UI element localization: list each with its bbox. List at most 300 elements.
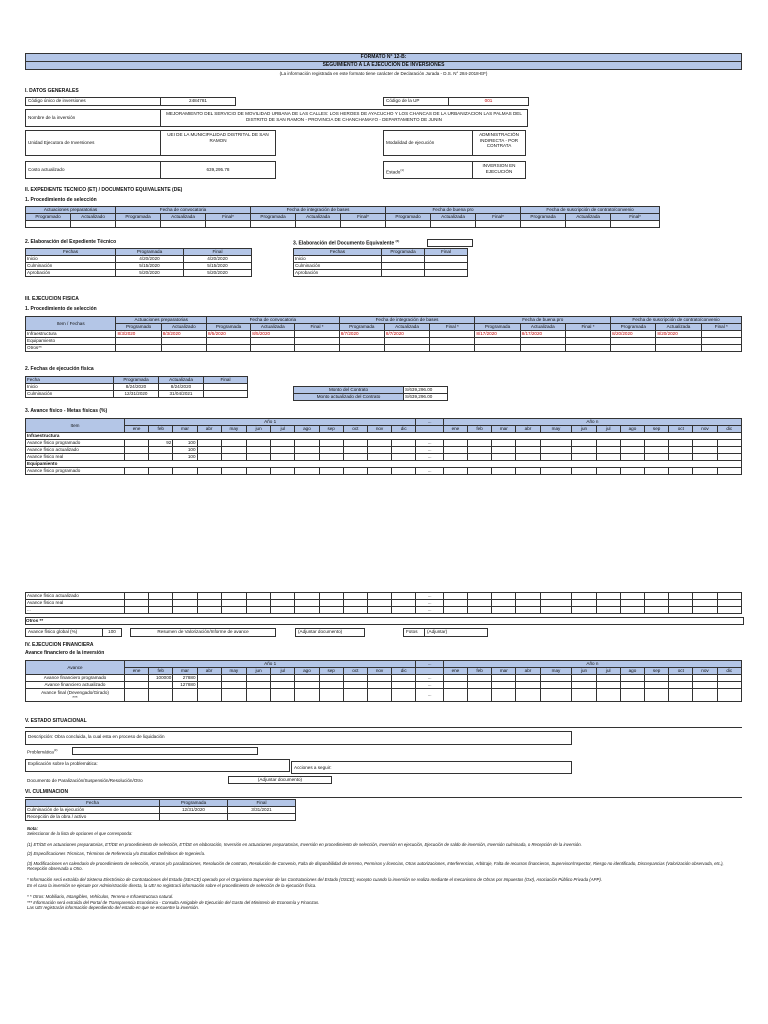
value-cell[interactable]: [540, 593, 572, 600]
value-cell[interactable]: [516, 593, 540, 600]
value-cell[interactable]: [392, 600, 416, 607]
date-cell[interactable]: 8/20/2020: [656, 331, 701, 338]
value-cell[interactable]: [492, 675, 516, 682]
value-cell[interactable]: [295, 440, 319, 447]
value-cell[interactable]: [367, 675, 391, 682]
value-cell[interactable]: [516, 682, 540, 689]
date-cell[interactable]: 8/3/2020: [161, 331, 206, 338]
value-cell[interactable]: [669, 682, 693, 689]
value-cell[interactable]: 100: [173, 447, 197, 454]
value-cell[interactable]: [367, 607, 391, 614]
value-cell[interactable]: [295, 689, 319, 702]
value-cell[interactable]: [443, 682, 467, 689]
value-cell[interactable]: [669, 440, 693, 447]
value-cell[interactable]: [221, 689, 246, 702]
value-cell[interactable]: [124, 593, 148, 600]
value-cell[interactable]: [669, 600, 693, 607]
s2-sub: Final*: [476, 214, 521, 221]
value-cell[interactable]: [197, 607, 221, 614]
value-cell[interactable]: 27880: [173, 675, 197, 682]
date-cell[interactable]: [701, 331, 741, 338]
value-cell[interactable]: [620, 454, 644, 461]
value-cell[interactable]: [492, 600, 516, 607]
date-cell[interactable]: [251, 345, 295, 352]
date-cell[interactable]: [295, 345, 339, 352]
value-cell[interactable]: [693, 600, 717, 607]
divider: [25, 727, 742, 728]
value-cell[interactable]: [717, 689, 741, 702]
value-cell[interactable]: [149, 682, 173, 689]
date-cell[interactable]: [430, 338, 475, 345]
value-cell[interactable]: [149, 593, 173, 600]
value-cell[interactable]: [197, 447, 221, 454]
value-cell[interactable]: [572, 593, 596, 600]
value-cell[interactable]: [693, 607, 717, 614]
value-cell[interactable]: [149, 447, 173, 454]
value-cell[interactable]: [221, 447, 246, 454]
value-cell[interactable]: [693, 440, 717, 447]
value-cell[interactable]: [149, 600, 173, 607]
value-cell[interactable]: [693, 675, 717, 682]
value-cell[interactable]: [319, 600, 343, 607]
value-cell[interactable]: [392, 468, 416, 475]
value-cell[interactable]: [468, 454, 492, 461]
value-cell[interactable]: [572, 447, 596, 454]
value-cell[interactable]: [149, 468, 173, 475]
fotos-attach-button[interactable]: (Adjuntar): [424, 628, 488, 637]
value-cell[interactable]: [271, 600, 295, 607]
value-cell[interactable]: [468, 689, 492, 702]
value-cell[interactable]: [295, 607, 319, 614]
value-cell[interactable]: [492, 440, 516, 447]
value-cell[interactable]: [620, 682, 644, 689]
date-cell[interactable]: [565, 345, 610, 352]
value-cell[interactable]: [492, 454, 516, 461]
value-cell[interactable]: [645, 600, 669, 607]
value-cell[interactable]: [645, 454, 669, 461]
value-cell[interactable]: [540, 682, 572, 689]
value-cell[interactable]: [572, 454, 596, 461]
date-cell[interactable]: [116, 345, 161, 352]
value-cell[interactable]: [173, 600, 197, 607]
value-cell[interactable]: [596, 468, 620, 475]
value-cell[interactable]: 100: [173, 440, 197, 447]
value-cell[interactable]: [540, 600, 572, 607]
value-cell[interactable]: [645, 593, 669, 600]
value-cell[interactable]: [221, 440, 246, 447]
value-cell[interactable]: [319, 468, 343, 475]
value-cell[interactable]: [247, 593, 271, 600]
value-cell[interactable]: [468, 675, 492, 682]
value-cell[interactable]: [319, 440, 343, 447]
date-cell[interactable]: [339, 338, 384, 345]
value-cell[interactable]: [247, 468, 271, 475]
value-cell[interactable]: [620, 440, 644, 447]
value-cell[interactable]: [124, 607, 148, 614]
date-cell[interactable]: [701, 338, 741, 345]
value-cell[interactable]: [717, 675, 741, 682]
date-cell[interactable]: 8/7/2020: [384, 331, 429, 338]
value-cell[interactable]: [221, 607, 246, 614]
value-cell[interactable]: [343, 689, 367, 702]
value-cell[interactable]: [343, 600, 367, 607]
value-cell[interactable]: [693, 454, 717, 461]
date-cell[interactable]: [384, 345, 429, 352]
value-cell[interactable]: [645, 440, 669, 447]
value-cell[interactable]: [221, 600, 246, 607]
value-cell[interactable]: [540, 689, 572, 702]
value-cell[interactable]: [596, 447, 620, 454]
value-cell[interactable]: [540, 454, 572, 461]
date-cell[interactable]: 8/7/2020: [339, 331, 384, 338]
descripcion-field[interactable]: Descripción: Obra concluida, la cual esta en proceso de liquidación: [25, 731, 572, 745]
value-cell[interactable]: [443, 600, 467, 607]
value-cell[interactable]: [343, 454, 367, 461]
value-cell[interactable]: [717, 607, 741, 614]
value-cell[interactable]: [516, 447, 540, 454]
value-cell[interactable]: [540, 468, 572, 475]
value-cell[interactable]: [319, 593, 343, 600]
value-cell[interactable]: [596, 682, 620, 689]
value-cell[interactable]: [197, 675, 221, 682]
date-cell[interactable]: 8/3/2020: [116, 331, 161, 338]
value-cell[interactable]: [540, 447, 572, 454]
date-cell[interactable]: [295, 331, 339, 338]
date-cell[interactable]: [701, 345, 741, 352]
value-cell[interactable]: [392, 675, 416, 682]
value-cell[interactable]: [247, 447, 271, 454]
date-cell[interactable]: [475, 338, 520, 345]
value-cell[interactable]: [572, 600, 596, 607]
value-cell[interactable]: [295, 675, 319, 682]
value-cell[interactable]: [197, 440, 221, 447]
value-cell[interactable]: [693, 689, 717, 702]
date-cell[interactable]: [656, 345, 701, 352]
date-cell[interactable]: [520, 345, 565, 352]
value-cell[interactable]: [367, 440, 391, 447]
value-cell[interactable]: [492, 468, 516, 475]
value-cell[interactable]: [197, 682, 221, 689]
value-cell[interactable]: [319, 454, 343, 461]
value-cell[interactable]: [468, 600, 492, 607]
value-cell[interactable]: [295, 454, 319, 461]
value-cell[interactable]: [295, 593, 319, 600]
value-cell[interactable]: [596, 440, 620, 447]
date-cell[interactable]: [565, 331, 610, 338]
value-cell[interactable]: [645, 689, 669, 702]
value-cell[interactable]: [173, 689, 197, 702]
problematica-select[interactable]: [72, 747, 258, 755]
value-cell[interactable]: [247, 440, 271, 447]
value-cell[interactable]: [717, 440, 741, 447]
value-cell[interactable]: [367, 447, 391, 454]
value-cell[interactable]: [197, 600, 221, 607]
value-cell[interactable]: [124, 468, 148, 475]
value-cell[interactable]: [367, 689, 391, 702]
value-cell[interactable]: [516, 440, 540, 447]
value-cell[interactable]: [124, 440, 148, 447]
value-cell[interactable]: [319, 682, 343, 689]
value-cell[interactable]: [149, 689, 173, 702]
value-cell[interactable]: 127880: [173, 682, 197, 689]
date-cell[interactable]: [116, 338, 161, 345]
value-cell[interactable]: [392, 440, 416, 447]
value-cell[interactable]: [343, 468, 367, 475]
value-cell[interactable]: [693, 447, 717, 454]
table-row: [26, 607, 742, 614]
s2-sub: Programada: [251, 214, 296, 221]
date-cell[interactable]: 8/20/2020: [611, 331, 656, 338]
value-cell[interactable]: [516, 600, 540, 607]
value-cell[interactable]: [367, 454, 391, 461]
date-cell[interactable]: [656, 338, 701, 345]
acciones-field[interactable]: Acciones a seguir:: [291, 761, 572, 774]
value-cell[interactable]: [620, 600, 644, 607]
value-cell[interactable]: [343, 675, 367, 682]
date-cell[interactable]: [475, 345, 520, 352]
value-cell[interactable]: [343, 593, 367, 600]
value-cell[interactable]: [319, 607, 343, 614]
value-cell[interactable]: [271, 454, 295, 461]
value-cell[interactable]: [468, 468, 492, 475]
value-cell[interactable]: [468, 440, 492, 447]
value-cell[interactable]: [343, 447, 367, 454]
explicacion-field[interactable]: Explicación sobre la problemática:: [25, 759, 290, 772]
value-cell[interactable]: [392, 593, 416, 600]
value-cell[interactable]: 92: [149, 440, 173, 447]
value-cell[interactable]: [443, 593, 467, 600]
value-cell[interactable]: [645, 447, 669, 454]
value-cell[interactable]: [620, 607, 644, 614]
avance-global-value[interactable]: 100: [102, 628, 122, 637]
value-cell[interactable]: [443, 447, 467, 454]
value-cell[interactable]: [669, 675, 693, 682]
value-cell[interactable]: [392, 689, 416, 702]
value-cell[interactable]: 100: [173, 454, 197, 461]
value-cell[interactable]: [492, 607, 516, 614]
value-cell[interactable]: [247, 454, 271, 461]
date-cell[interactable]: [206, 345, 250, 352]
value-cell[interactable]: [221, 454, 246, 461]
nombre-value: MEJORAMIENTO DEL SERVICIO DE MOVILIDAD URBANA DE LAS CALLES: LOS HEROES DE AYACUCHO Y LOS CHANCAS DE LA URBANIZACION LAS PALMAS DEL DISTRITO DE SAN RAMON - PROVINCIA DE CHANCHAMAYO - DEPARTAMENTO DE JUNIN: [160, 109, 528, 127]
value-cell[interactable]: [271, 682, 295, 689]
value-cell[interactable]: [443, 468, 467, 475]
date-cell[interactable]: [161, 338, 206, 345]
format-number: FORMATO N° 12-B:: [25, 53, 742, 62]
date-cell[interactable]: [520, 338, 565, 345]
date-cell[interactable]: [339, 345, 384, 352]
value-cell[interactable]: [247, 607, 271, 614]
value-cell[interactable]: [516, 675, 540, 682]
value-cell[interactable]: [271, 447, 295, 454]
resumen-attach-button[interactable]: (Adjuntar documento): [295, 628, 365, 637]
value-cell[interactable]: [596, 607, 620, 614]
value-cell[interactable]: [443, 454, 467, 461]
value-cell[interactable]: [572, 682, 596, 689]
value-cell[interactable]: [392, 447, 416, 454]
value-cell[interactable]: [468, 682, 492, 689]
value-cell[interactable]: [620, 689, 644, 702]
value-cell[interactable]: [669, 593, 693, 600]
date-cell[interactable]: [611, 345, 656, 352]
value-cell[interactable]: [197, 689, 221, 702]
value-cell[interactable]: [271, 593, 295, 600]
value-cell[interactable]: [717, 468, 741, 475]
value-cell[interactable]: [392, 607, 416, 614]
value-cell[interactable]: [468, 593, 492, 600]
value-cell[interactable]: [197, 593, 221, 600]
value-cell[interactable]: [295, 682, 319, 689]
value-cell[interactable]: [319, 675, 343, 682]
value-cell[interactable]: [319, 447, 343, 454]
value-cell[interactable]: [247, 675, 271, 682]
documento-attach-button[interactable]: (Adjuntar documento): [228, 776, 332, 784]
date-cell[interactable]: 8/5/2020: [206, 331, 250, 338]
value-cell[interactable]: [572, 689, 596, 702]
value-cell[interactable]: [468, 447, 492, 454]
value-cell[interactable]: [596, 689, 620, 702]
value-cell[interactable]: [124, 689, 148, 702]
value-cell[interactable]: [319, 689, 343, 702]
value-cell[interactable]: [124, 675, 148, 682]
value-cell[interactable]: [124, 682, 148, 689]
date-cell[interactable]: 8/17/2020: [475, 331, 520, 338]
value-cell[interactable]: [197, 468, 221, 475]
value-cell[interactable]: 100000: [149, 675, 173, 682]
value-cell[interactable]: [271, 689, 295, 702]
value-cell[interactable]: [221, 593, 246, 600]
date-cell[interactable]: [295, 338, 339, 345]
value-cell[interactable]: [173, 607, 197, 614]
value-cell[interactable]: [717, 682, 741, 689]
value-cell[interactable]: [271, 468, 295, 475]
date-cell[interactable]: [565, 338, 610, 345]
value-cell[interactable]: [572, 675, 596, 682]
value-cell[interactable]: [221, 675, 246, 682]
value-cell[interactable]: [468, 607, 492, 614]
value-cell[interactable]: [197, 454, 221, 461]
value-cell[interactable]: [572, 607, 596, 614]
value-cell[interactable]: [492, 447, 516, 454]
value-cell[interactable]: [596, 593, 620, 600]
value-cell[interactable]: [247, 689, 271, 702]
value-cell[interactable]: [596, 675, 620, 682]
value-cell[interactable]: [247, 600, 271, 607]
value-cell[interactable]: [717, 593, 741, 600]
value-cell[interactable]: [693, 468, 717, 475]
value-cell[interactable]: [124, 447, 148, 454]
date-cell[interactable]: [251, 338, 295, 345]
value-cell[interactable]: [693, 593, 717, 600]
value-cell[interactable]: [443, 607, 467, 614]
value-cell[interactable]: [572, 440, 596, 447]
value-cell[interactable]: [221, 682, 246, 689]
value-cell[interactable]: [343, 440, 367, 447]
date-cell[interactable]: 8/5/2020: [251, 331, 295, 338]
value-cell[interactable]: [492, 689, 516, 702]
value-cell[interactable]: [271, 607, 295, 614]
value-cell[interactable]: [367, 468, 391, 475]
value-cell[interactable]: [124, 454, 148, 461]
value-cell[interactable]: [620, 675, 644, 682]
value-cell[interactable]: [443, 689, 467, 702]
value-cell[interactable]: [645, 468, 669, 475]
value-cell[interactable]: [540, 675, 572, 682]
value-cell[interactable]: [343, 682, 367, 689]
value-cell[interactable]: [443, 675, 467, 682]
value-cell[interactable]: [392, 682, 416, 689]
value-cell[interactable]: [516, 607, 540, 614]
table-row: Recepción de la obra / activo: [26, 814, 296, 821]
value-cell[interactable]: [669, 454, 693, 461]
value-cell[interactable]: [645, 675, 669, 682]
value-cell[interactable]: [516, 454, 540, 461]
value-cell[interactable]: [367, 682, 391, 689]
value-cell[interactable]: [221, 468, 246, 475]
date-cell[interactable]: [161, 345, 206, 352]
date-cell[interactable]: [206, 338, 250, 345]
value-cell[interactable]: [271, 675, 295, 682]
value-cell[interactable]: [645, 607, 669, 614]
value-cell[interactable]: [540, 607, 572, 614]
value-cell[interactable]: [669, 468, 693, 475]
date-cell[interactable]: 8/17/2020: [520, 331, 565, 338]
date-cell[interactable]: [430, 345, 475, 352]
value-cell[interactable]: [620, 593, 644, 600]
value-cell[interactable]: [392, 454, 416, 461]
value-cell[interactable]: [516, 689, 540, 702]
value-cell[interactable]: [572, 468, 596, 475]
value-cell[interactable]: [295, 447, 319, 454]
value-cell[interactable]: [669, 689, 693, 702]
value-cell[interactable]: [173, 468, 197, 475]
value-cell[interactable]: [367, 600, 391, 607]
value-cell[interactable]: [124, 600, 148, 607]
value-cell[interactable]: [516, 468, 540, 475]
value-cell[interactable]: [620, 447, 644, 454]
value-cell[interactable]: [645, 682, 669, 689]
value-cell[interactable]: [295, 600, 319, 607]
value-cell[interactable]: [492, 593, 516, 600]
value-cell[interactable]: [443, 440, 467, 447]
value-cell[interactable]: [540, 440, 572, 447]
estado-select[interactable]: INVERSION EN EJECUCIÓN: [472, 161, 526, 179]
value-cell[interactable]: [247, 682, 271, 689]
value-cell[interactable]: [596, 600, 620, 607]
date-cell[interactable]: [384, 338, 429, 345]
date-cell[interactable]: [430, 331, 475, 338]
value-cell[interactable]: [717, 600, 741, 607]
value-cell[interactable]: [149, 607, 173, 614]
value-cell[interactable]: [717, 447, 741, 454]
value-cell[interactable]: [669, 607, 693, 614]
value-cell[interactable]: [295, 468, 319, 475]
value-cell[interactable]: [693, 682, 717, 689]
month-header: may: [221, 426, 246, 433]
date-cell[interactable]: [611, 338, 656, 345]
s2-doc-input[interactable]: [427, 239, 473, 247]
value-cell[interactable]: [149, 454, 173, 461]
value-cell[interactable]: [620, 468, 644, 475]
value-cell[interactable]: [271, 440, 295, 447]
value-cell[interactable]: [596, 454, 620, 461]
value-cell[interactable]: [717, 454, 741, 461]
value-cell[interactable]: [343, 607, 367, 614]
value-cell[interactable]: [669, 447, 693, 454]
value-cell[interactable]: [173, 593, 197, 600]
value-cell[interactable]: [367, 593, 391, 600]
value-cell[interactable]: [492, 682, 516, 689]
